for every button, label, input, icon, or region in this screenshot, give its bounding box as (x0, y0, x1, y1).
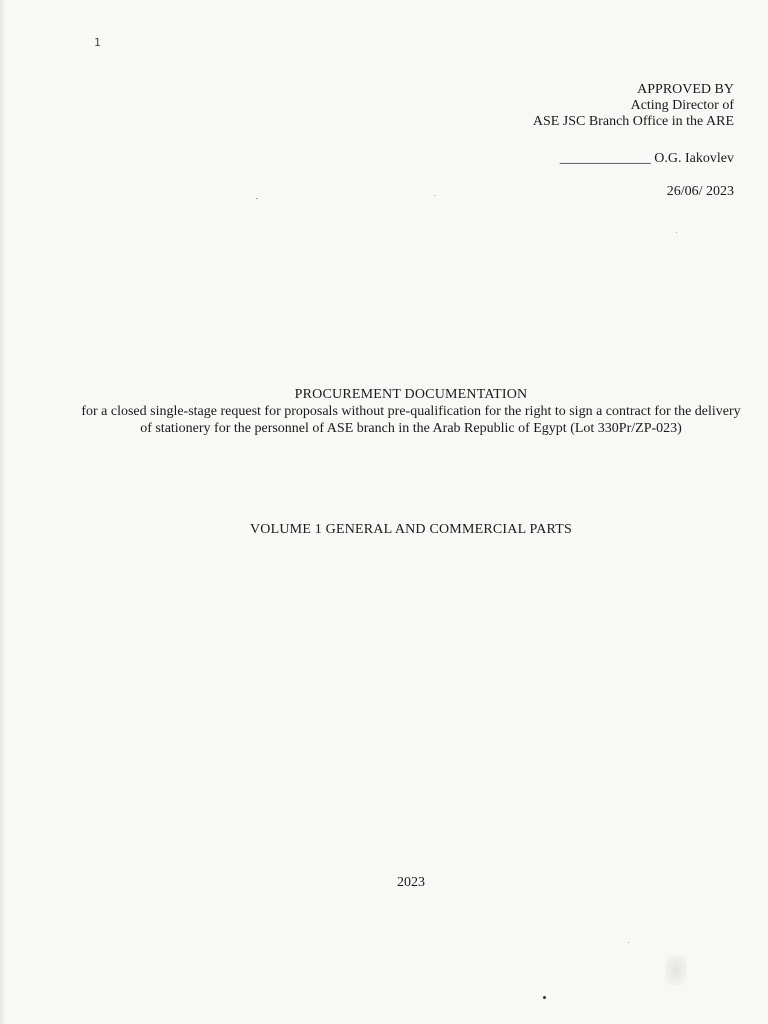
document-title: PROCUREMENT DOCUMENTATION (294, 387, 528, 402)
scan-edge (0, 0, 6, 1024)
scan-smudge (665, 955, 687, 985)
approval-block (434, 82, 734, 130)
approver-position: Acting Director of (630, 98, 734, 113)
document-title-block (80, 386, 742, 437)
document-subtitle: for a closed single-stage request for proposals without pre-qualification for the right to sign a contract for the delivery of stationery for the personnel of ASE branch in the Arab Republic of Egypt (Lot 330Pr/ZP-023) (81, 404, 741, 436)
scan-speck (256, 198, 258, 199)
approval-date: 26/06/ 2023 (666, 184, 734, 199)
approved-by-label: APPROVED BY (637, 82, 734, 97)
signature-line: _____________ O.G. Iakovlev (559, 151, 734, 166)
scan-speck (628, 942, 629, 943)
scan-speck (434, 195, 435, 196)
document-year: 2023 (397, 875, 425, 890)
approver-organization: ASE JSC Branch Office in the ARE (532, 114, 734, 129)
scan-speck (543, 996, 546, 999)
page-number: 1 (94, 36, 101, 49)
scan-speck (676, 232, 677, 233)
volume-heading: VOLUME 1 GENERAL AND COMMERCIAL PARTS (250, 522, 572, 537)
